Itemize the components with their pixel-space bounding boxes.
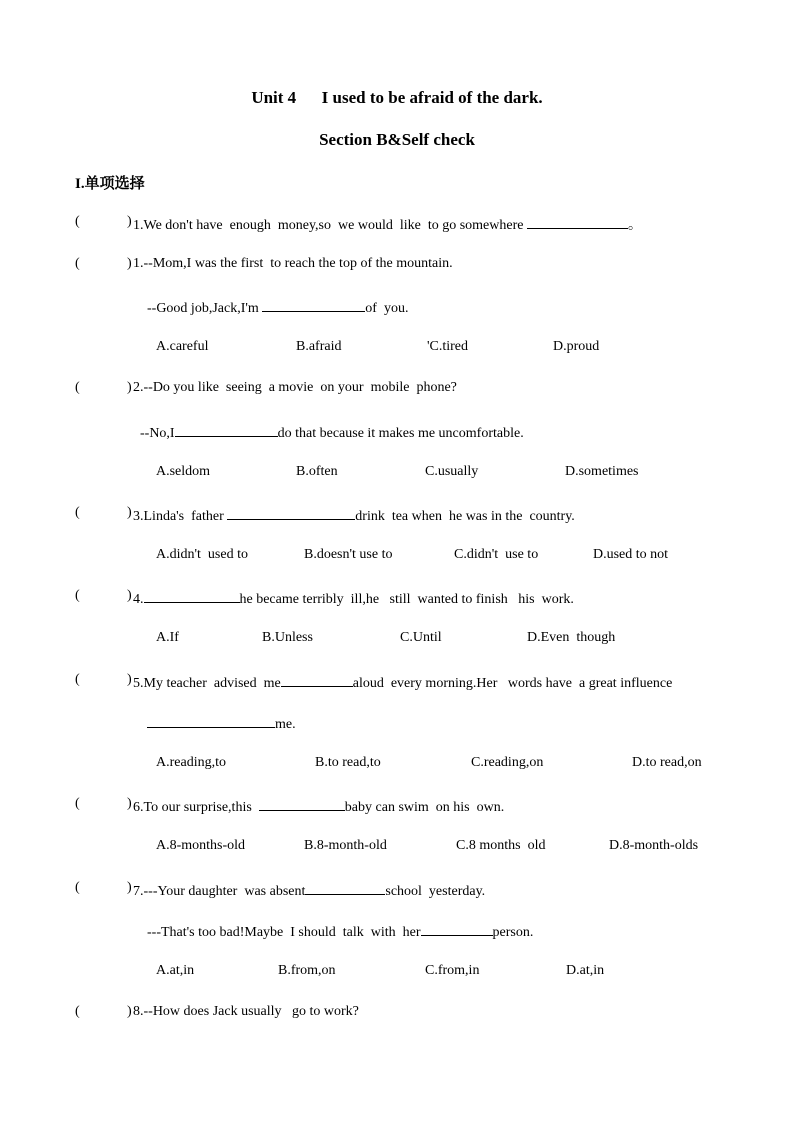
option-a: A.8-months-old [156, 838, 246, 853]
answer-bracket[interactable]: ( ) [75, 1004, 132, 1019]
answer-blank[interactable] [281, 672, 353, 687]
option-b: B.to read,to [315, 755, 381, 770]
option-a: A.If [156, 630, 179, 645]
answer-bracket[interactable]: ( ) [75, 880, 132, 895]
answer-blank[interactable] [305, 880, 385, 895]
answer-bracket[interactable]: ( ) [75, 214, 132, 229]
option-a: A.reading,to [156, 755, 226, 770]
question-line-2: ---That's too bad!Maybe I should talk with her person. [147, 921, 533, 941]
question-line: 8.--How does Jack usually go to work? [133, 1004, 359, 1019]
option-d: D.8-month-olds [609, 838, 699, 853]
question-line: 1.We don't have enough money,so we would like to go somewhere 。 [133, 214, 642, 234]
question-line-2: --No,I do that because it makes me uncomfortable. [140, 422, 524, 442]
question-line-2: me. [147, 713, 296, 733]
option-d: D.proud [553, 339, 600, 354]
option-b: B.8-month-old [304, 838, 387, 853]
question-line: 1.--Mom,I was the first to reach the top of the mountain. [133, 256, 453, 271]
option-d: D.used to not [593, 547, 669, 562]
answer-blank[interactable] [259, 796, 345, 811]
option-c: C.reading,on [471, 755, 544, 770]
option-a: A.seldom [156, 464, 211, 479]
option-c: C.didn't use to [454, 547, 539, 562]
answer-bracket[interactable]: ( ) [75, 505, 132, 520]
answer-bracket[interactable]: ( ) [75, 588, 132, 603]
option-c: C.8 months old [456, 838, 546, 853]
question-line: 3.Linda's father drink tea when he was in the country. [133, 505, 575, 525]
option-c: C.Until [400, 630, 442, 645]
option-d: D.sometimes [565, 464, 639, 479]
question-line: 2.--Do you like seeing a movie on your mobile phone? [133, 380, 457, 395]
answer-bracket[interactable]: ( ) [75, 672, 132, 687]
question-line-2: --Good job,Jack,I'm of you. [147, 297, 408, 317]
answer-blank[interactable] [144, 588, 240, 603]
option-c: C.usually [425, 464, 479, 479]
question-line: 4. he became terribly ill,he still wanted to finish his work. [133, 588, 574, 608]
option-c: C.from,in [425, 963, 480, 978]
page-title: Unit 4 I used to be afraid of the dark. [251, 88, 543, 107]
option-d: D.at,in [566, 963, 605, 978]
answer-bracket[interactable]: ( ) [75, 796, 132, 811]
answer-bracket[interactable]: ( ) [75, 380, 132, 395]
option-a: A.careful [156, 339, 209, 354]
question-line: 6.To our surprise,this baby can swim on his own. [133, 796, 504, 816]
option-a: A.didn't used to [156, 547, 248, 562]
answer-blank[interactable] [227, 505, 355, 520]
option-c: 'C.tired [427, 339, 469, 354]
option-b: B.afraid [296, 339, 342, 354]
question-line: 5.My teacher advised me aloud every morning.Her words have a great influence [133, 672, 672, 692]
answer-bracket[interactable]: ( ) [75, 256, 132, 271]
option-d: D.to read,on [632, 755, 702, 770]
answer-blank[interactable] [175, 422, 278, 437]
option-b: B.often [296, 464, 338, 479]
question-line: 7.---Your daughter was absent school yesterday. [133, 880, 485, 900]
section-heading: I.单项选择 [75, 176, 145, 192]
option-b: B.from,on [278, 963, 336, 978]
page-subtitle: Section B&Self check [319, 130, 475, 149]
option-a: A.at,in [156, 963, 195, 978]
option-b: B.Unless [262, 630, 313, 645]
answer-blank[interactable] [527, 214, 628, 229]
option-d: D.Even though [527, 630, 616, 645]
answer-blank[interactable] [421, 921, 493, 936]
option-b: B.doesn't use to [304, 547, 393, 562]
answer-blank[interactable] [147, 713, 275, 728]
answer-blank[interactable] [262, 297, 365, 312]
